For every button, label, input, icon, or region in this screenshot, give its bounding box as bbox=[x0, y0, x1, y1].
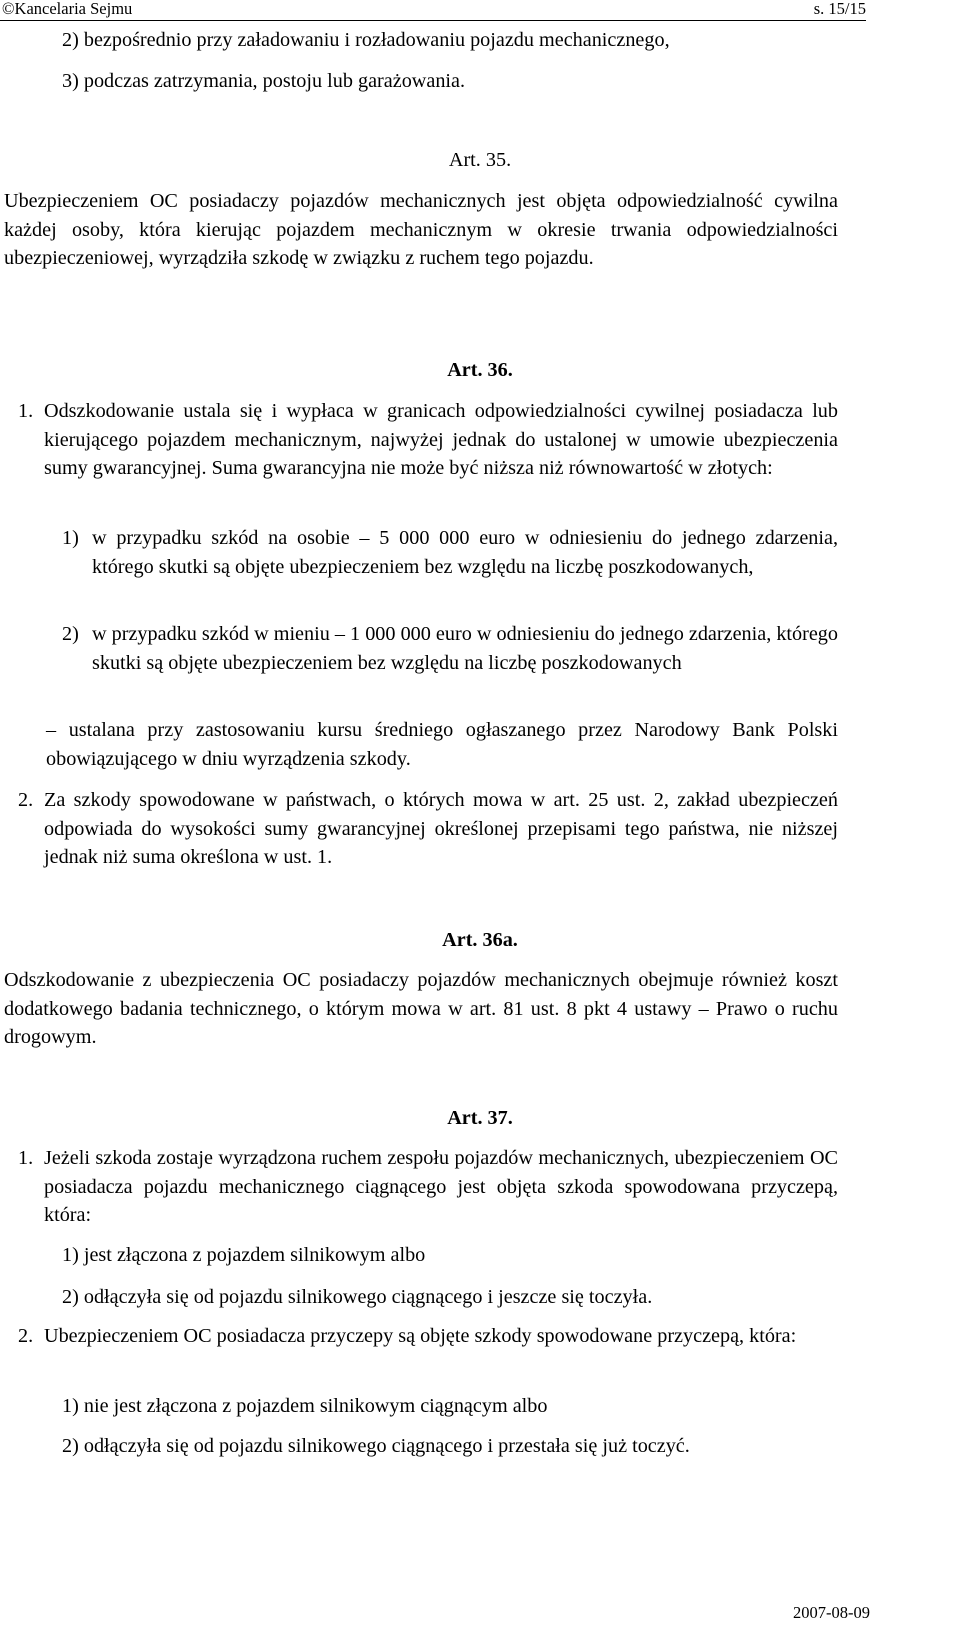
list-item bbox=[62, 620, 838, 677]
paragraph-text: Jeżeli szkoda zostaje wyrządzona ruchem zespołu pojazdów mechanicznych, ubezpieczeniem OC posiadacza pojazdu mechanicznego ciągnącego jest objęta szkoda spowodowana przyczepą, która: bbox=[44, 1147, 838, 1226]
list-item-number: 2) bbox=[62, 623, 79, 645]
list-item-number: 1) bbox=[62, 527, 79, 549]
paragraph-text: Za szkody spowodowane w państwach, o których mowa w art. 25 ust. 2, zakład ubezpieczeń odpowiada do wysokości sumy gwarancyjnej określonej przepisami tego państwa, nie niższej jednak niż suma określona w ust. 1. bbox=[44, 789, 838, 868]
article-paragraph bbox=[18, 1144, 838, 1230]
paragraph-number: 1. bbox=[18, 400, 34, 422]
article-heading: Art. 37. bbox=[447, 1107, 513, 1129]
article-paragraph bbox=[18, 786, 838, 872]
article-paragraph bbox=[18, 397, 838, 483]
page-header bbox=[0, 0, 866, 21]
list-item: 1) nie jest złączona z pojazdem silnikowym ciągnącym albo bbox=[62, 1395, 548, 1417]
page-number: s. 15/15 bbox=[813, 0, 866, 18]
list-item bbox=[62, 524, 838, 581]
list-item: 2) odłączyła się od pojazdu silnikowego ciągnącego i jeszcze się toczyła. bbox=[62, 1286, 653, 1308]
paragraph-number: 2. bbox=[18, 789, 34, 811]
article-heading: Art. 36a. bbox=[442, 929, 518, 951]
copyright-label: ©Kancelaria Sejmu bbox=[2, 0, 133, 18]
list-item: 1) jest złączona z pojazdem silnikowym albo bbox=[62, 1244, 426, 1266]
paragraph-text: Ubezpieczeniem OC posiadacza przyczepy są objęte szkody spowodowane przyczepą, która: bbox=[44, 1325, 797, 1347]
paragraph-number: 2. bbox=[18, 1325, 34, 1347]
article-heading: Art. 35. bbox=[448, 149, 512, 171]
article-paragraph bbox=[18, 1322, 838, 1351]
paragraph-text: Odszkodowanie ustala się i wypłaca w granicach odpowiedzialności cywilnej posiadacza lub kierującego pojazdem mechanicznym, najwyżej jednak do ustalonej w umowie ubezpieczenia sumy gwarancyjnej. Suma gwarancyjna nie może być niższa niż równowartość w złotych: bbox=[44, 400, 838, 479]
paragraph-tail: – ustalana przy zastosowaniu kursu średniego ogłaszanego przez Narodowy Bank Polski obowiązującego w dniu wyrządzenia szkody. bbox=[46, 719, 838, 770]
article-paragraph: Ubezpieczeniem OC posiadaczy pojazdów mechanicznych jest objęta odpowiedzialność cywilna każdej osoby, która kierując pojazdem mechanicznym w okresie trwania odpowiedzialności ubezpieczeniowej, wyrządziła szkodę w związku z ruchem tego pojazdu. bbox=[4, 190, 838, 269]
article-paragraph: Odszkodowanie z ubezpieczenia OC posiadaczy pojazdów mechanicznych obejmuje również koszt dodatkowego badania technicznego, o którym mowa w art. 81 ust. 8 pkt 4 ustawy – Prawo o ruchu drogowym. bbox=[4, 969, 838, 1048]
article-heading: Art. 36. bbox=[447, 359, 513, 381]
list-item-text: w przypadku szkód na osobie – 5 000 000 euro w odniesieniu do jednego zdarzenia, którego skutki są objęte ubezpieczeniem bez względu na liczbę poszkodowanych, bbox=[92, 527, 838, 578]
list-item: 2) bezpośrednio przy załadowaniu i rozładowaniu pojazdu mechanicznego, bbox=[62, 29, 670, 51]
list-item-text: w przypadku szkód w mieniu – 1 000 000 euro w odniesieniu do jednego zdarzenia, którego skutki są objęte ubezpieczeniem bez względu na liczbę poszkodowanych bbox=[92, 623, 838, 674]
list-item: 2) odłączyła się od pojazdu silnikowego ciągnącego i przestała się już toczyć. bbox=[62, 1435, 690, 1457]
list-item: 3) podczas zatrzymania, postoju lub garażowania. bbox=[62, 70, 466, 92]
paragraph-number: 1. bbox=[18, 1147, 34, 1169]
document-date: 2007-08-09 bbox=[793, 1603, 870, 1622]
